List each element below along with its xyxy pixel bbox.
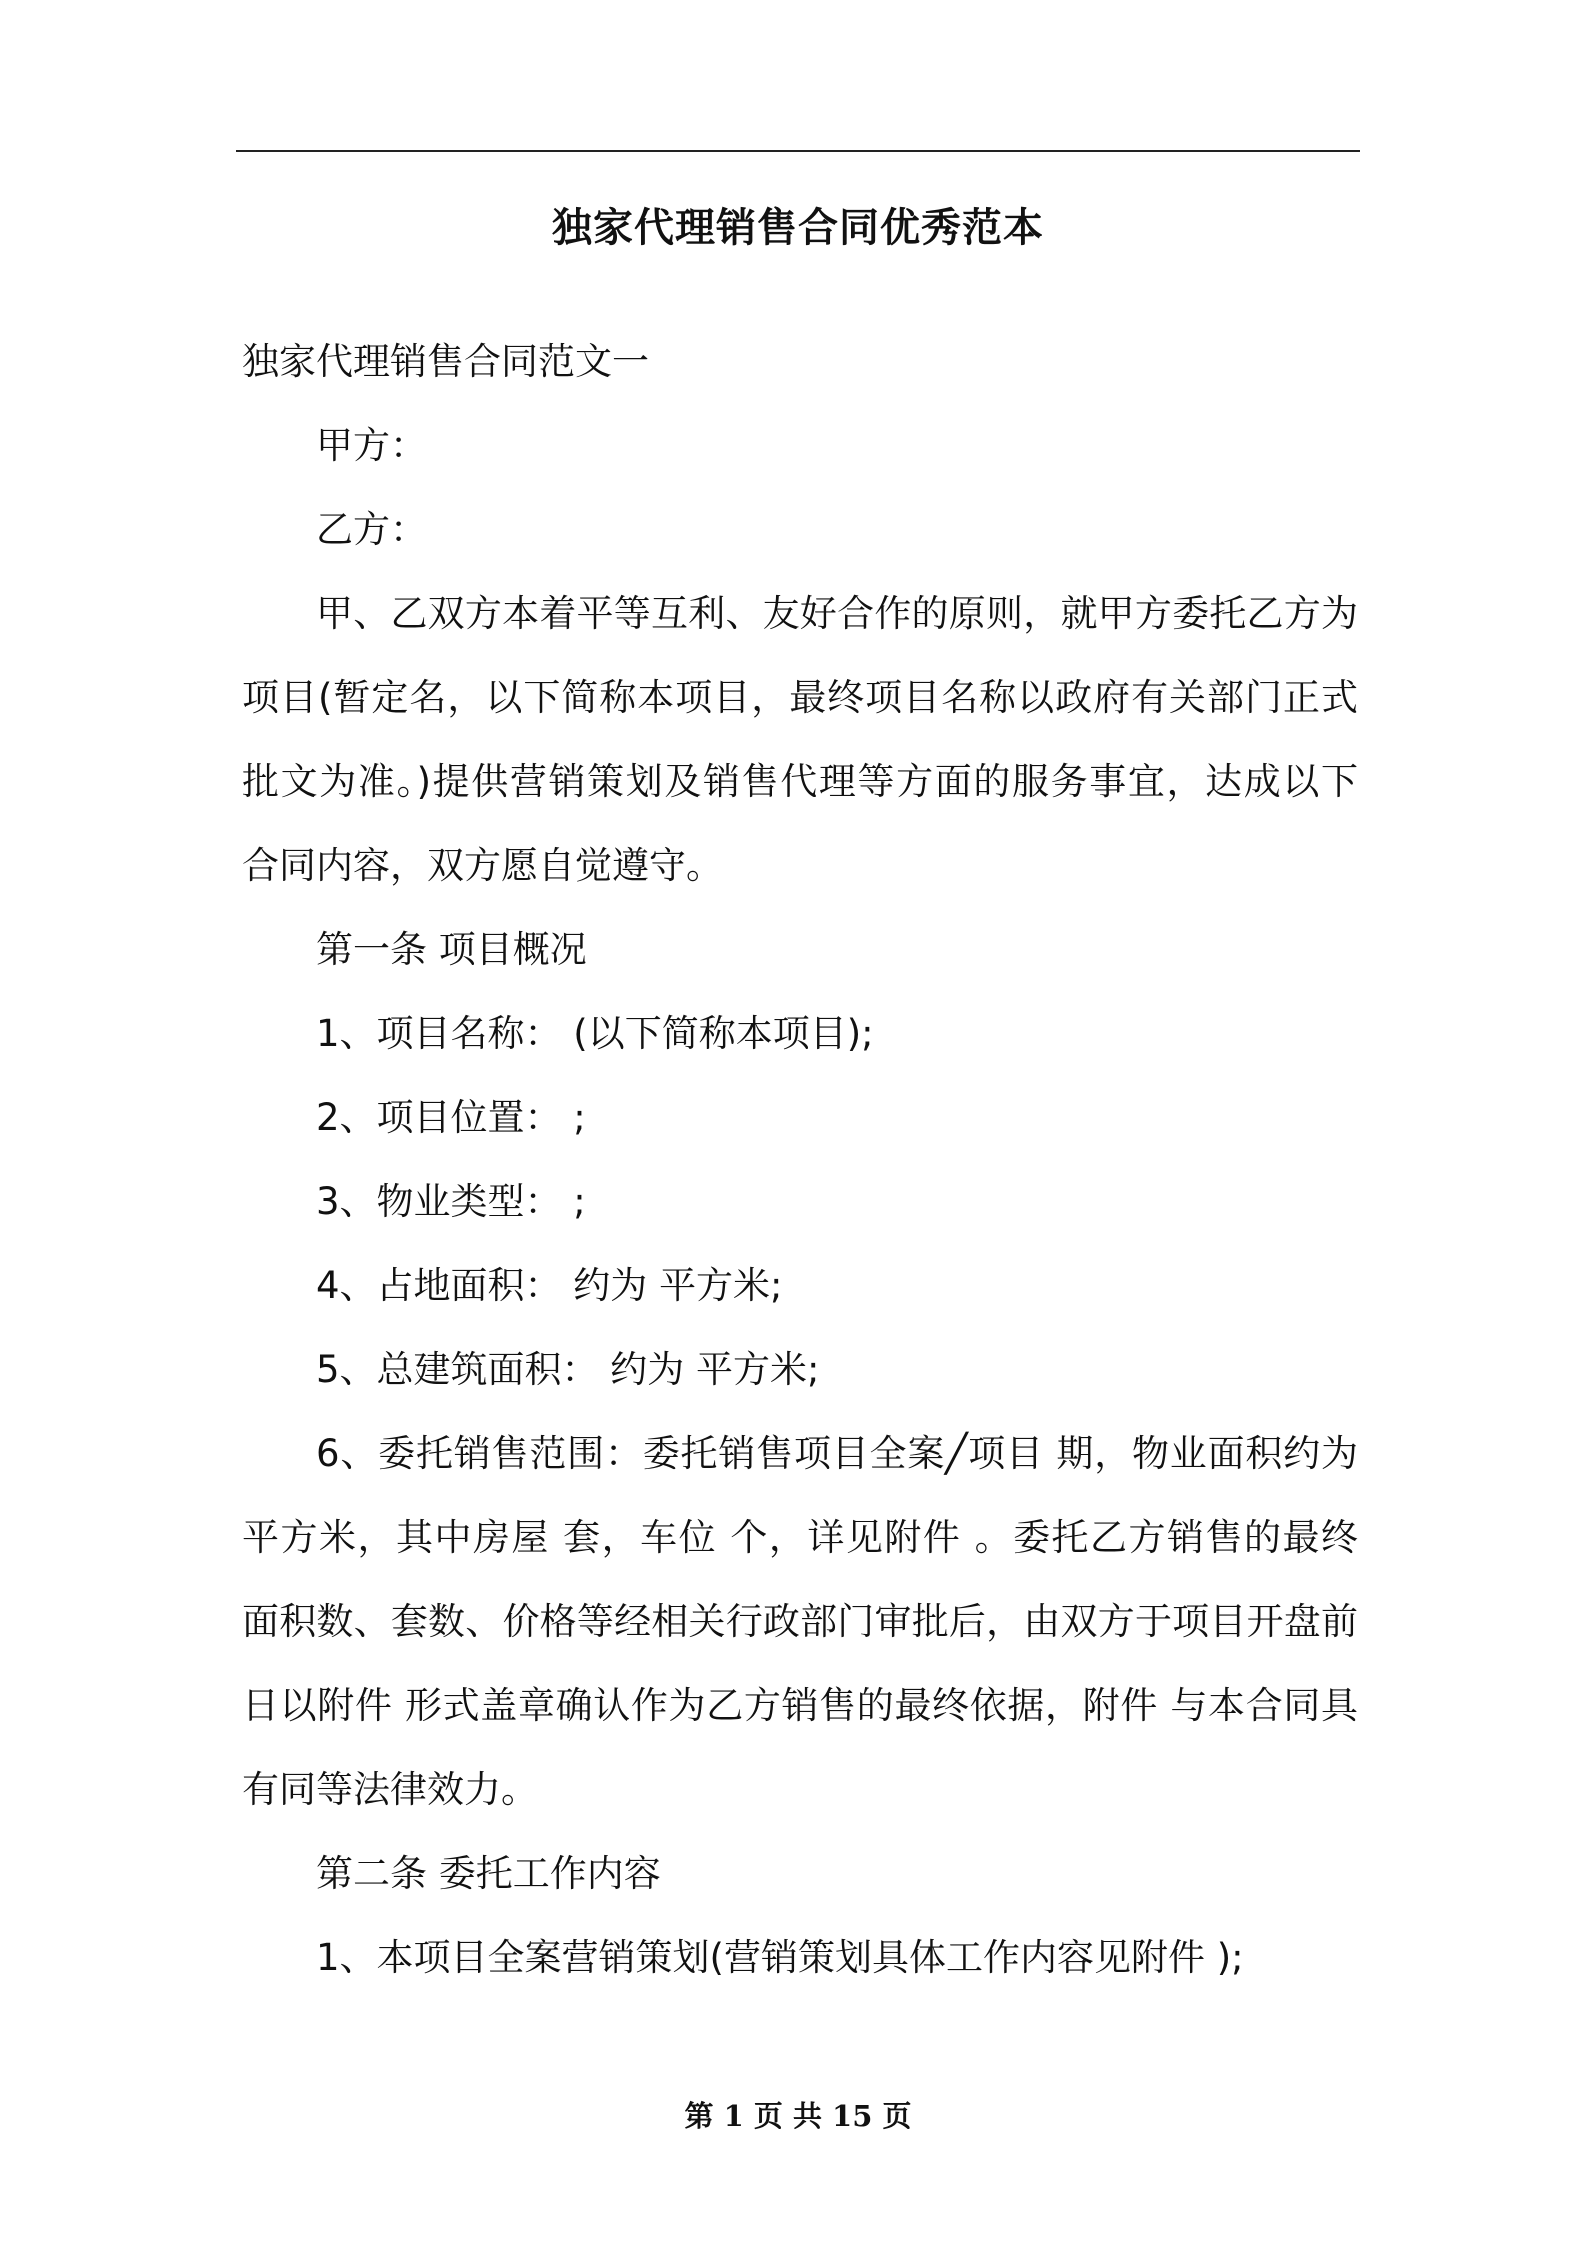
body-line: 1、项目名称： (以下简称本项目);	[316, 1012, 874, 1055]
body-line: 乙方：	[316, 508, 427, 551]
body-line: 3、物业类型： ;	[316, 1180, 586, 1223]
header-rule	[236, 150, 1360, 152]
body-line: 2、项目位置： ;	[316, 1096, 586, 1139]
body-line: 4、占地面积： 约为 平方米;	[316, 1264, 783, 1307]
page-footer: 第 1 页 共 15 页	[684, 2099, 912, 2133]
body-line: 甲方：	[316, 424, 427, 467]
body-line: 有同等法律效力。	[242, 1768, 538, 1811]
body-line: 项目(暂定名，以下简称本项目，最终项目名称以政府有关部门正式	[242, 676, 1358, 719]
body-line: 面积数、套数、价格等经相关行政部门审批后，由双方于项目开盘前	[242, 1600, 1358, 1643]
document-title: 独家代理销售合同优秀范本	[552, 205, 1044, 251]
body-line: 日以附件 形式盖章确认作为乙方销售的最终依据，附件 与本合同具	[242, 1684, 1358, 1727]
body-line: 1、本项目全案营销策划(营销策划具体工作内容见附件 );	[316, 1936, 1244, 1979]
body-line: 批文为准。)提供营销策划及销售代理等方面的服务事宜，达成以下	[242, 760, 1358, 803]
body-line: 第一条 项目概况	[316, 928, 587, 971]
document-body	[242, 320, 1358, 2000]
body-line: 平方米，其中房屋 套，车位 个，详见附件 。委托乙方销售的最终	[242, 1516, 1358, 1559]
body-line: 5、总建筑面积： 约为 平方米;	[316, 1348, 820, 1391]
body-line: 甲、乙双方本着平等互利、友好合作的原则，就甲方委托乙方为	[316, 592, 1358, 635]
body-line: 第二条 委托工作内容	[316, 1852, 661, 1895]
body-line: 6、委托销售范围：委托销售项目全案╱项目 期，物业面积约为	[316, 1432, 1358, 1475]
body-line: 合同内容，双方愿自觉遵守。	[242, 844, 723, 887]
body-line: 独家代理销售合同范文一	[242, 340, 649, 383]
